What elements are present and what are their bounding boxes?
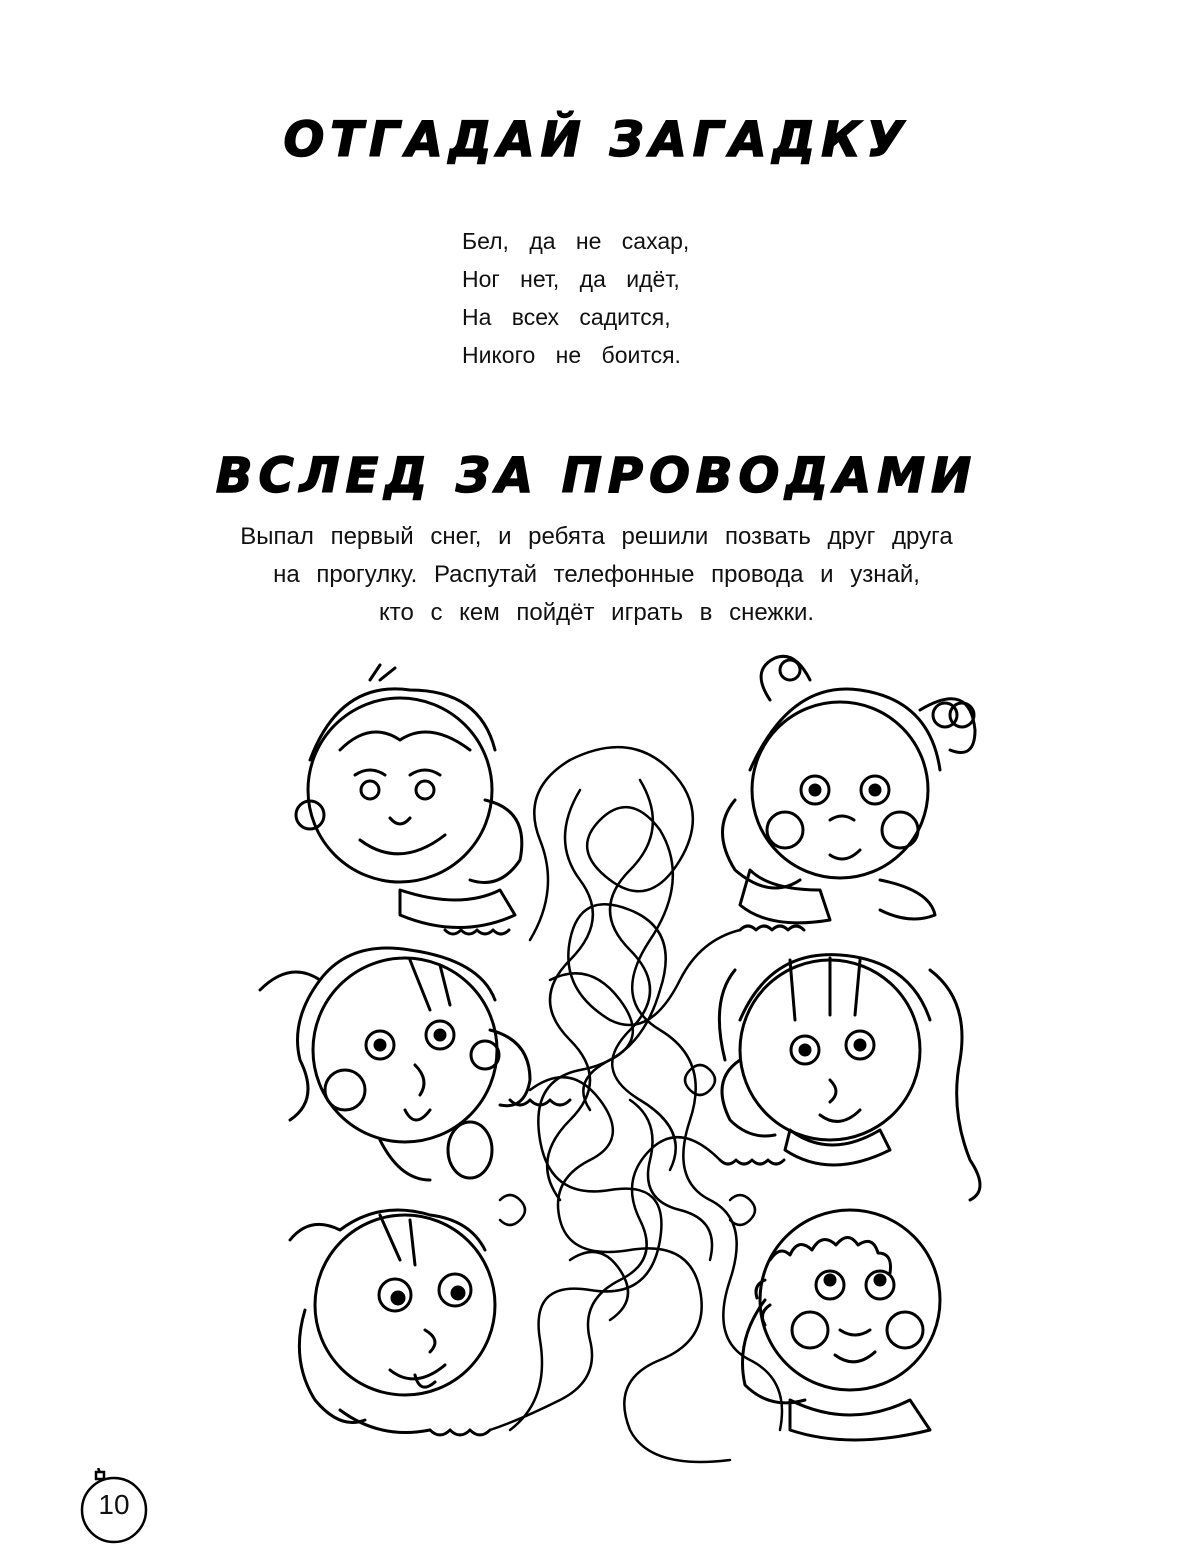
- child-bottom-right-illustration: [743, 1210, 941, 1440]
- ornament-cap-icon: [96, 1472, 104, 1479]
- maze-title: ВСЛЕД ЗА ПРОВОДАМИ: [215, 448, 978, 504]
- child-top-left-illustration: [296, 665, 522, 934]
- riddle-line: На всех садится,: [462, 304, 671, 330]
- riddle-line: Ног нет, да идёт,: [462, 266, 680, 292]
- maze-instructions: [0, 518, 1193, 632]
- page-number: 10: [98, 1489, 130, 1520]
- child-middle-right-illustration: [719, 955, 980, 1200]
- child-middle-left-illustration: [260, 948, 570, 1180]
- child-bottom-left-illustration: [290, 1210, 495, 1435]
- child-top-right-illustration: [723, 656, 976, 930]
- riddle-text: [462, 222, 689, 374]
- instruction-line: кто с кем пойдёт играть в снежки.: [378, 599, 815, 626]
- tangled-wires-illustration: [230, 640, 1010, 1490]
- riddle-line: Никого не боится.: [462, 342, 681, 368]
- instruction-line: на прогулку. Распутай телефонные провода и узнай,: [273, 561, 920, 588]
- riddle-title: ОТГАДАЙ ЗАГАДКУ: [283, 112, 910, 168]
- riddle-line: Бел, да не сахар,: [462, 228, 690, 254]
- instruction-line: Выпал первый снег, и ребята решили позвать друг друга: [240, 523, 953, 550]
